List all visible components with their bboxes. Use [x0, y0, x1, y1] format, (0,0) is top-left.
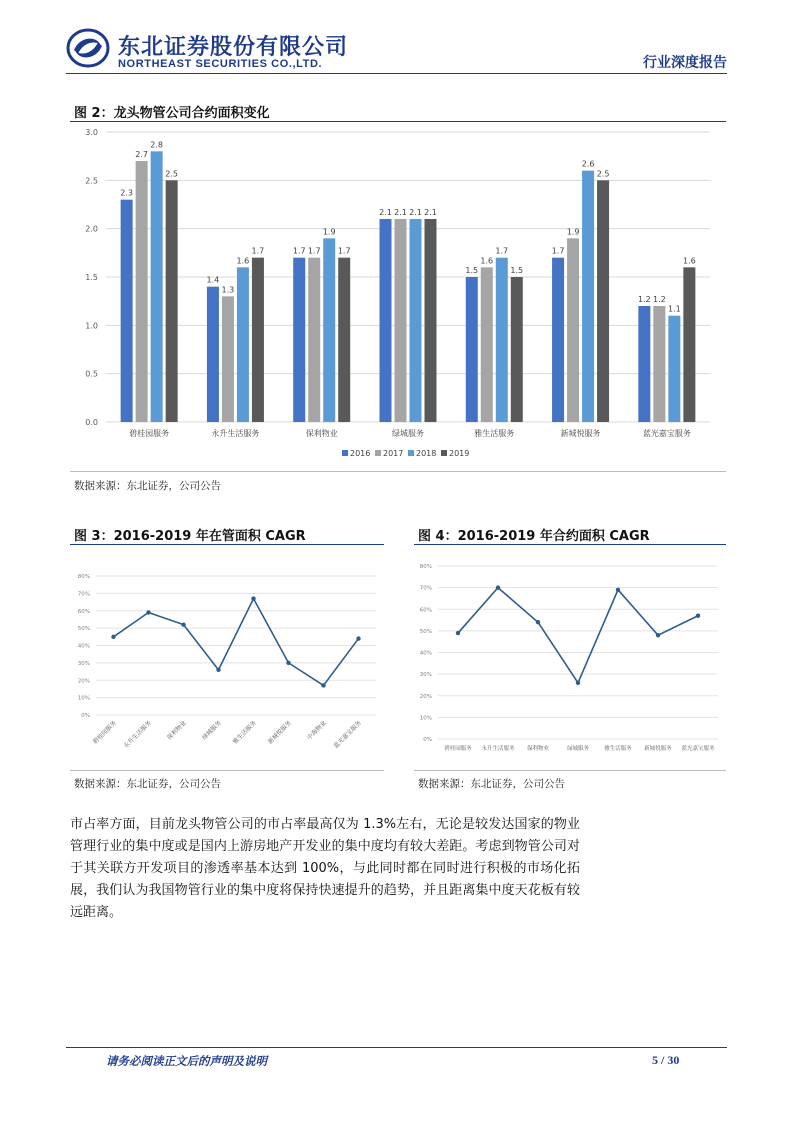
fig2-bar: [323, 238, 335, 422]
fig2-bar: [151, 151, 163, 422]
fig2-bar-value-label: 1.5: [510, 266, 524, 275]
fig3-data-point: [181, 622, 185, 626]
header-divider: [66, 73, 727, 74]
fig2-legend-swatch: [342, 450, 348, 456]
fig4-category-label: 永升生活服务: [481, 746, 515, 752]
fig3-ytick-label: 0%: [81, 713, 90, 719]
fig3-ytick-label: 30%: [77, 660, 90, 667]
fig2-legend-label: 2018: [416, 449, 437, 458]
fig2-bar: [166, 180, 178, 422]
fig2-bar: [252, 258, 264, 422]
fig4-data-point: [616, 588, 620, 592]
fig2-bar: [481, 267, 493, 422]
fig3-data-point: [356, 636, 360, 640]
fig2-bar: [308, 258, 320, 422]
fig3-category-label: 碧桂园服务: [91, 719, 118, 746]
fig4-ytick-label: 60%: [419, 607, 432, 614]
fig2-bar-value-label: 2.6: [581, 159, 595, 169]
fig2-bar: [207, 287, 219, 422]
fig2-bar: [668, 316, 680, 422]
fig3-category-label: 中海物业: [305, 719, 328, 742]
fig2-bar-value-label: 1.2: [637, 295, 651, 304]
fig2-bar: [136, 161, 148, 422]
footer-divider: [66, 1047, 727, 1048]
fig3-category-label: 蓝光嘉宝服务: [332, 719, 363, 750]
fig3-ytick-label: 50%: [77, 626, 90, 633]
fig3-data-point: [111, 635, 115, 639]
company-name-en: NORTHEAST SECURITIES CO.,LTD.: [118, 58, 323, 70]
fig2-bar: [395, 219, 407, 422]
fig3-ytick-label: 60%: [77, 608, 90, 615]
fig3-data-point: [321, 683, 325, 687]
fig2-legend-swatch: [441, 450, 447, 456]
fig2-bar: [380, 219, 392, 422]
fig3-ytick-label: 40%: [77, 643, 90, 650]
fig3-title: 图 3：2016-2019 年在管面积 CAGR: [74, 529, 306, 544]
fig2-legend-swatch: [408, 450, 414, 456]
fig4-data-point: [496, 585, 500, 589]
fig2-bar-value-label: 1.7: [495, 246, 509, 256]
fig2-bar-value-label: 1.6: [236, 256, 250, 266]
company-name-cn: 东北证券股份有限公司: [118, 35, 349, 60]
fig2-bar: [410, 219, 422, 422]
fig3-ytick-label: 80%: [77, 574, 90, 580]
fig4-category-label: 碧桂园服务: [444, 746, 472, 752]
fig2-bar: [496, 258, 508, 422]
fig4-title: 图 4：2016-2019 年合约面积 CAGR: [418, 529, 650, 544]
fig3-category-label: 新城悦服务: [266, 719, 293, 746]
fig2-bar-value-label: 1.7: [337, 246, 351, 256]
fig2-bar-value-label: 2.1: [424, 208, 437, 217]
fig2-bar: [466, 277, 478, 422]
fig4-bottom-rule: [414, 770, 726, 771]
fig2-ytick-label: 1.5: [85, 273, 98, 282]
fig2-ytick-label: 2.0: [85, 224, 98, 234]
fig3-category-label: 绿城服务: [200, 719, 223, 742]
fig2-legend-label: 2016: [350, 449, 371, 458]
fig4-line-chart: [414, 546, 726, 768]
fig3-ytick-label: 70%: [77, 591, 90, 598]
fig2-bar: [121, 200, 133, 422]
fig2-category-label: 雅生活服务: [474, 429, 515, 438]
fig2-bar: [683, 267, 695, 422]
fig2-bar-value-label: 2.5: [165, 169, 179, 179]
fig4-ytick-label: 30%: [419, 672, 432, 679]
fig2-category-label: 绿城服务: [392, 429, 424, 438]
fig3-ytick-label: 20%: [77, 678, 90, 685]
fig4-category-label: 保利物业: [526, 746, 550, 752]
fig2-bar: [552, 258, 564, 422]
fig2-bar-value-label: 1.7: [251, 246, 265, 256]
fig3-category-label: 雅生活服务: [231, 719, 258, 746]
fig2-ytick-label: 3.0: [85, 128, 98, 137]
fig4-data-point: [656, 633, 660, 637]
fig3-source: 数据来源：东北证券，公司公告: [74, 778, 221, 790]
fig4-category-label: 绿城服务: [566, 746, 590, 752]
fig2-bar-value-label: 2.3: [120, 188, 134, 198]
fig3-data-point: [216, 668, 220, 672]
fig3-ytick-label: 10%: [77, 695, 90, 702]
fig4-ytick-label: 0%: [423, 737, 432, 743]
fig4-data-point: [696, 614, 700, 618]
footer-disclaimer-note: 请务必阅读正文后的声明及说明: [106, 1054, 267, 1068]
fig2-bar-value-label: 1.1: [667, 304, 681, 314]
fig3-data-point: [251, 596, 255, 600]
fig2-bar: [293, 258, 305, 422]
fig4-source: 数据来源：东北证券，公司公告: [418, 778, 565, 790]
fig4-data-point: [536, 620, 540, 624]
page-number: 5 / 30: [652, 1053, 680, 1067]
fig4-ytick-label: 50%: [419, 628, 432, 635]
fig2-bar-value-label: 1.9: [566, 227, 580, 237]
fig3-data-point: [286, 661, 290, 665]
fig4-title-rule: [414, 544, 726, 545]
body-paragraph: 市占率方面，目前龙头物管公司的市占率最高仅为 1.3%左右，无论是较发达国家的物业管理行业的集中度或是国内上游房地产开发业的集中度均有较大差距。考虑到物管公司对于其关联方开发项目的渗透率基本达到 100%，与此同时都在同时进行积极的市场化拓展，我们认为我国物管行业的集中度将保持快速提升的趋势，并且距离集中度天花板有较远距离。: [70, 817, 580, 920]
fig2-ytick-label: 0.0: [85, 418, 98, 427]
fig2-bar-value-label: 1.7: [551, 246, 565, 256]
fig2-bar-value-label: 2.7: [135, 150, 149, 159]
fig2-bar: [567, 238, 579, 422]
fig2-source: 数据来源：东北证券，公司公告: [74, 480, 221, 492]
fig3-category-label: 保利物业: [165, 719, 188, 742]
fig4-ytick-label: 10%: [419, 715, 432, 722]
fig2-bar-value-label: 2.1: [394, 208, 407, 217]
fig2-category-label: 蓝光嘉宝服务: [642, 429, 691, 438]
fig2-bar: [511, 277, 523, 422]
fig4-data-point: [576, 681, 580, 685]
fig2-category-label: 新城悦服务: [560, 429, 601, 438]
fig2-bar-value-label: 1.4: [206, 275, 220, 285]
fig2-bar-value-label: 2.5: [596, 169, 610, 179]
fig4-ytick-label: 70%: [419, 585, 432, 592]
fig4-ytick-label: 40%: [419, 650, 432, 657]
company-logo-icon: [66, 28, 110, 68]
fig2-bar-chart: [70, 122, 726, 470]
fig2-bar-value-label: 1.2: [652, 295, 666, 304]
fig2-bar-value-label: 2.1: [379, 208, 392, 217]
fig2-bar-value-label: 2.1: [409, 208, 422, 217]
fig2-ytick-label: 1.0: [85, 321, 98, 331]
fig2-bar: [638, 306, 650, 422]
fig2-bar: [338, 258, 350, 422]
fig2-bar-value-label: 1.9: [322, 227, 336, 237]
fig2-category-label: 永升生活服务: [211, 429, 260, 438]
fig4-series-line: [458, 588, 698, 683]
fig2-bar: [237, 267, 249, 422]
fig2-ytick-label: 2.5: [85, 176, 98, 186]
fig2-title: 图 2：龙头物管公司合约面积变化: [74, 106, 270, 121]
fig4-category-label: 雅生活服务: [604, 746, 632, 752]
fig4-ytick-label: 20%: [419, 693, 432, 700]
fig2-bar-value-label: 1.3: [221, 285, 235, 295]
fig2-bar-value-label: 1.6: [682, 256, 696, 266]
fig2-legend-label: 2019: [449, 449, 470, 458]
fig3-title-rule: [70, 544, 384, 545]
fig2-bar-value-label: 1.7: [307, 246, 321, 256]
fig2-bar: [653, 306, 665, 422]
fig2-bar: [425, 219, 437, 422]
fig4-data-point: [456, 631, 460, 635]
fig2-bar-value-label: 1.5: [465, 266, 479, 275]
fig4-category-label: 新城悦服务: [644, 746, 672, 752]
fig2-bottom-rule: [70, 471, 726, 472]
fig2-ytick-label: 0.5: [85, 369, 98, 379]
fig2-category-label: 保利物业: [305, 429, 338, 438]
fig2-bar-value-label: 1.6: [480, 256, 494, 266]
fig4-category-label: 蓝光嘉宝服务: [681, 746, 715, 752]
fig3-data-point: [146, 610, 150, 614]
report-type-label: 行业深度报告: [643, 55, 727, 71]
fig4-ytick-label: 80%: [419, 564, 432, 570]
fig3-category-label: 永升生活服务: [122, 719, 153, 750]
fig2-legend-label: 2017: [383, 449, 404, 458]
fig3-bottom-rule: [70, 770, 384, 771]
fig2-bar: [582, 171, 594, 422]
fig3-line-chart: [70, 546, 384, 768]
fig2-bar: [597, 180, 609, 422]
fig2-category-label: 碧桂园服务: [129, 429, 170, 438]
fig2-bar-value-label: 2.8: [150, 140, 164, 150]
fig2-legend-swatch: [375, 450, 381, 456]
fig2-bar: [222, 296, 234, 422]
fig2-bar-value-label: 1.7: [292, 246, 306, 256]
